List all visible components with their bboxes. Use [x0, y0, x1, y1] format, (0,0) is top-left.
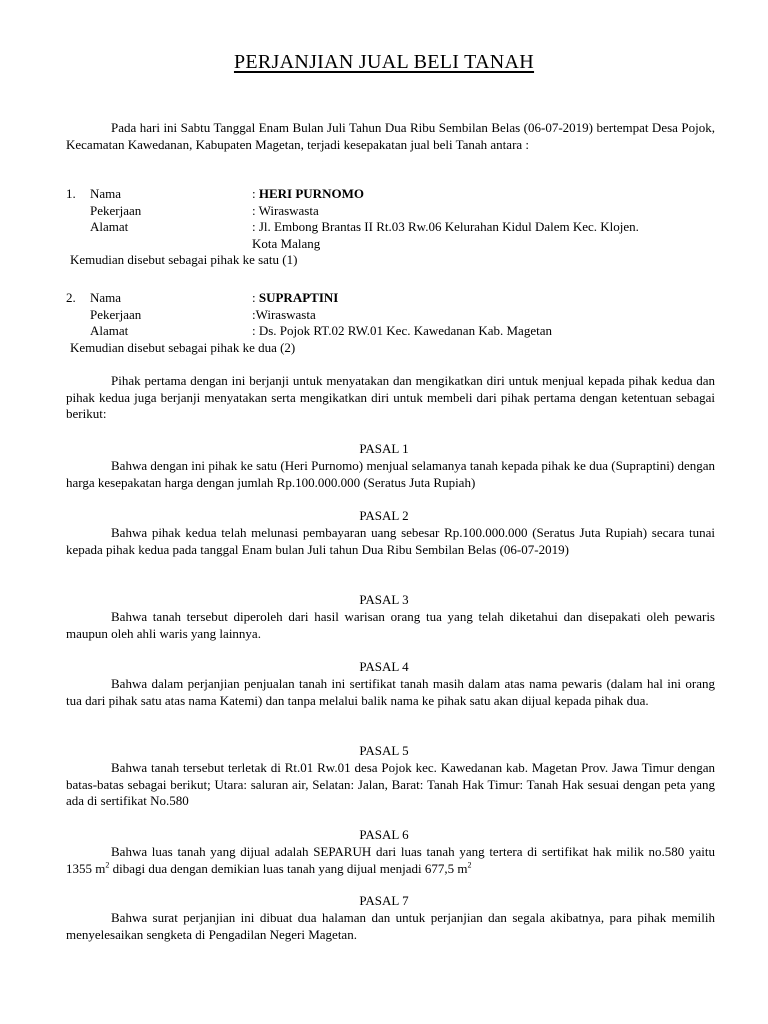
- intro-paragraph: [66, 120, 715, 153]
- superscript: 2: [105, 860, 110, 870]
- document-title: PERJANJIAN JUAL BELI TANAH: [233, 51, 535, 73]
- party-number: 1.: [66, 186, 76, 201]
- article-text: [66, 844, 715, 877]
- article-text-part: dibagi dua dengan demikian luas tanah yang dijual menjadi 677,5 m: [109, 860, 468, 876]
- party-name: SUPRAPTINI: [258, 290, 339, 305]
- article-text: Bahwa tanah tersebut diperoleh dari hasil warisan orang tua yang telah diketahui dan disepakati oleh pewaris maupun oleh ahli waris yang lainnya.: [66, 609, 715, 641]
- party-number: 2.: [66, 290, 76, 305]
- superscript: 2: [467, 860, 472, 870]
- article-text: Bahwa pihak kedua telah melunasi pembayaran uang sebesar Rp.100.000.000 (Seratus Juta Rupiah) secara tunai kepada pihak kedua pada tanggal Enam bulan Juli tahun Dua Ribu Sembilan Belas (06-07-2019): [66, 525, 715, 557]
- party-two: [66, 290, 715, 356]
- name-label: Nama: [90, 186, 122, 201]
- article-heading: PASAL 4: [359, 659, 409, 674]
- article-heading: PASAL 1: [359, 441, 409, 456]
- article-text: Bahwa tanah tersebut terletak di Rt.01 Rw.01 desa Pojok kec. Kawedanan kab. Magetan Prov. Jawa Timur dengan batas-batas sebagai berikut; Utara: saluran air, Selatan: Jalan, Barat: Tanah Hak Timur: Tanah Hak sesuai dengan peta yang ada di sertifikat No.580: [66, 760, 715, 808]
- party-name: HERI PURNOMO: [258, 186, 364, 201]
- colon: :: [252, 186, 259, 201]
- article-heading: PASAL 3: [359, 592, 409, 607]
- address-value: : Jl. Embong Brantas II Rt.03 Rw.06 Kelurahan Kidul Dalem Kec. Klojen.: [252, 219, 639, 234]
- preamble-paragraph: Pihak pertama dengan ini berjanji untuk menyatakan dan mengikatkan diri untuk menjual kepada pihak kedua dan pihak kedua juga berjanji menyatakan serta mengikatkan diri untuk membeli dari pihak pertama dengan ketentuan sebagai berikut:: [66, 373, 715, 421]
- article-heading: PASAL 6: [359, 827, 409, 842]
- job-label: Pekerjaan: [90, 306, 142, 322]
- job-value: :Wiraswasta: [252, 306, 316, 322]
- article-text-part: Bahwa luas tanah yang dijual adalah SEPARUH dari luas tanah yang tertera di sertifikat hak milik no.580 yaitu 1355 m: [66, 844, 715, 876]
- article-heading: PASAL 7: [359, 893, 409, 908]
- job-value: : Wiraswasta: [252, 202, 319, 218]
- article-heading: PASAL 2: [359, 508, 409, 523]
- intro-text: Pada hari ini Sabtu Tanggal Enam Bulan Juli Tahun Dua Ribu Sembilan Belas (06-07-2019) bertempat Desa Pojok, Kecamatan Kawedanan, Kabupaten Magetan, terjadi kesepakatan jual beli Tanah antara :: [66, 120, 715, 152]
- address-label: Alamat: [90, 219, 129, 234]
- address-value-cont: Kota Malang: [252, 235, 321, 251]
- name-label: Nama: [90, 290, 122, 305]
- job-label: Pekerjaan: [90, 202, 142, 218]
- article-heading: PASAL 5: [359, 743, 409, 758]
- article-text: Bahwa surat perjanjian ini dibuat dua halaman dan untuk perjanjian dan segala akibatnya, para pihak memilih menyelesaikan sengketa di Pengadilan Negeri Magetan.: [66, 910, 715, 942]
- colon: :: [252, 290, 259, 305]
- article-text: Bahwa dalam perjanjian penjualan tanah ini sertifikat tanah masih dalam atas nama pewaris (dalam hal ini orang tua dari pihak satu atas nama Katemi) dan tanpa melalui balik nama ke pihak satu akan dijual kepada pihak dua.: [66, 676, 715, 708]
- party-one: [66, 186, 715, 269]
- address-label: Alamat: [90, 323, 129, 338]
- party-note: Kemudian disebut sebagai pihak ke dua (2): [70, 339, 296, 355]
- party-note: Kemudian disebut sebagai pihak ke satu (1): [70, 252, 298, 267]
- address-value: : Ds. Pojok RT.02 RW.01 Kec. Kawedanan Kab. Magetan: [252, 323, 552, 338]
- article-text: Bahwa dengan ini pihak ke satu (Heri Purnomo) menjual selamanya tanah kepada pihak ke dua (Supraptini) dengan harga kesepakatan harga dengan jumlah Rp.100.000.000 (Seratus Juta Rupiah): [66, 458, 715, 490]
